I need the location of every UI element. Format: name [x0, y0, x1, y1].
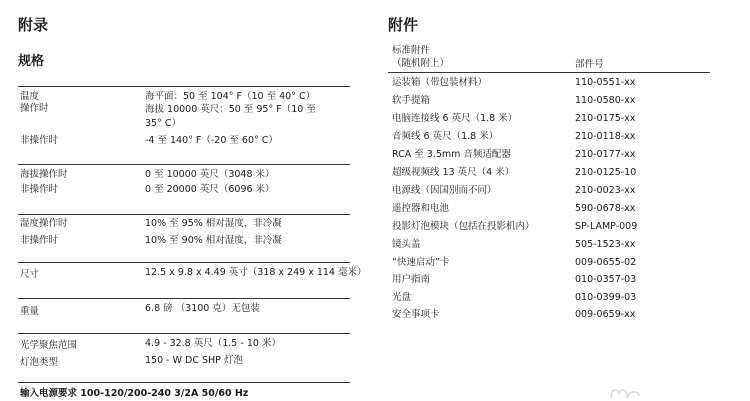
spec-label: 非操作时	[20, 184, 59, 195]
accessory-part: 009-0659-xx	[575, 309, 636, 320]
spec-label: 非操作时	[20, 235, 59, 246]
accessories-header-line2: （随机附上）	[392, 58, 450, 69]
accessory-name: 用户指南	[392, 274, 431, 285]
accessory-part: 110-0551-xx	[575, 77, 636, 88]
divider	[18, 214, 350, 215]
divider	[18, 262, 350, 263]
accessory-name: RCA 至 3.5mm 音频适配器	[392, 149, 511, 160]
spec-label: 光学聚焦范围	[20, 340, 78, 351]
spec-value: -4 至 140° F（-20 至 60° C）	[145, 135, 278, 146]
spec-value: 0 至 10000 英尺（3048 米）	[145, 169, 275, 180]
spec-label: 非操作时	[20, 135, 59, 146]
accessory-part: 210-0023-xx	[575, 185, 636, 196]
specs-heading: 规格	[18, 54, 45, 69]
accessory-name: “快速启动”卡	[392, 257, 450, 268]
accessory-part: 110-0580-xx	[575, 95, 636, 106]
spec-label: 重量	[20, 306, 40, 317]
accessories-title: 附件	[388, 16, 419, 34]
accessory-name: 安全事项卡	[392, 309, 440, 320]
spec-value: 10% 至 90% 相对湿度，非冷凝	[145, 235, 282, 246]
spec-value: 150 - W DC SHP 灯泡	[145, 355, 243, 366]
accessory-part: 210-0118-xx	[575, 131, 636, 142]
accessory-name: 电源线（因国别而不同）	[392, 185, 497, 196]
accessory-part: 010-0399-03	[575, 292, 637, 303]
accessory-part: 210-0175-xx	[575, 113, 636, 124]
divider	[18, 298, 350, 299]
power-requirement: 输入电源要求 100-120/200-240 3/2A 50/60 Hz	[20, 388, 249, 399]
accessory-part: 505-1523-xx	[575, 239, 636, 250]
accessory-name: 超级视频线 13 英尺（4 米）	[392, 167, 515, 178]
spec-value: 35° C）	[145, 118, 181, 129]
accessory-part: 210-0177-xx	[575, 149, 636, 160]
part-number-header: 部件号	[575, 59, 604, 70]
spec-value: 海拔 10000 英尺：50 至 95° F（10 至	[145, 104, 316, 115]
spec-label: 温度	[20, 91, 40, 102]
accessory-name: 软手提箱	[392, 95, 431, 106]
accessory-name: 电脑连接线 6 英尺（1.8 米）	[392, 113, 518, 124]
spec-value: 海平面：50 至 104° F（10 至 40° C）	[145, 91, 316, 102]
accessory-part: 009-0655-02	[575, 257, 637, 268]
spec-label: 灯泡类型	[20, 357, 59, 368]
accessory-part: 010-0357-03	[575, 274, 637, 285]
accessory-part: SP-LAMP-009	[575, 221, 638, 232]
accessory-name: 镜头盖	[392, 239, 421, 250]
accessory-name: 光盘	[392, 292, 412, 303]
spec-value: 10% 至 95% 相对湿度，非冷凝	[145, 218, 282, 229]
spec-label: 海拔操作时	[20, 169, 68, 180]
divider	[18, 164, 350, 165]
accessory-name: 音频线 6 英尺（1.8 米）	[392, 131, 499, 142]
accessory-part: 210-0125-10	[575, 167, 637, 178]
spec-value: 0 至 20000 英尺（6096 米）	[145, 184, 275, 195]
accessory-name: 运装箱（带包装材料）	[392, 77, 488, 88]
spec-label: 湿度操作时	[20, 218, 68, 229]
divider	[388, 72, 710, 73]
appendix-title: 附录	[18, 16, 49, 34]
divider	[18, 382, 350, 383]
accessory-name: 遥控器和电池	[392, 203, 450, 214]
accessories-header-line1: 标准附件	[392, 45, 431, 56]
divider	[18, 333, 350, 334]
spec-value: 6.8 磅 （3100 克）无包装	[145, 303, 260, 314]
spec-label: 尺寸	[20, 269, 40, 280]
accessory-part: 590-0678-xx	[575, 203, 636, 214]
spec-value: 4.9 - 32.8 英尺（1.5 - 10 米）	[145, 338, 281, 349]
divider	[18, 86, 350, 87]
spec-value: 12.5 x 9.8 x 4.49 英寸（318 x 249 x 114 毫米）	[145, 267, 367, 278]
spec-label: 操作时	[20, 103, 49, 114]
accessory-name: 投影灯泡模块（包括在投影机内）	[392, 221, 535, 232]
watermark-logo-icon	[608, 384, 642, 400]
